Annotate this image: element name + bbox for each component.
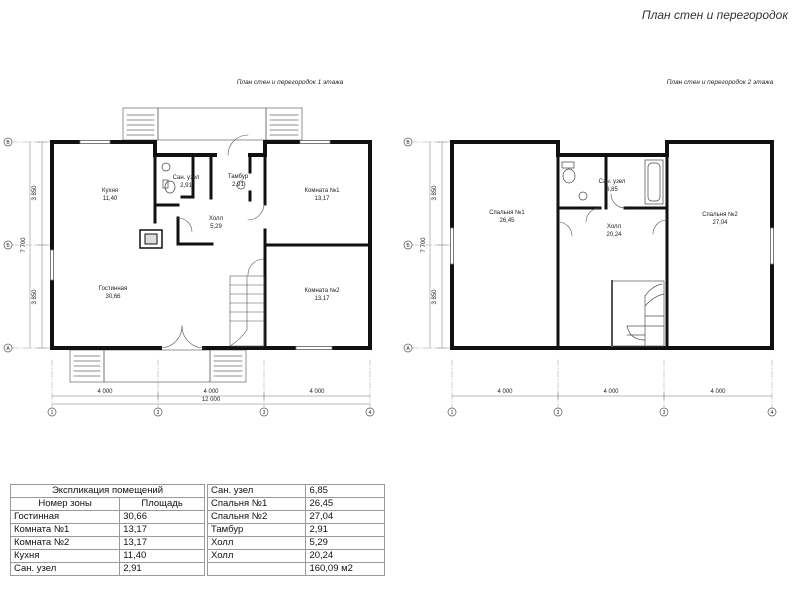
floor2-caption: План стен и перегородок 2 этажа bbox=[666, 79, 774, 86]
table-row bbox=[11, 511, 205, 524]
cell-zone: Холл bbox=[208, 550, 306, 563]
f2-dim-v: 3 850 bbox=[432, 185, 438, 201]
f2-room-area: 26,45 bbox=[499, 218, 515, 224]
cell-area: 30,66 bbox=[120, 511, 205, 524]
f2-dim-h: 4 000 bbox=[497, 389, 513, 395]
cell-zone: Комната №2 bbox=[11, 537, 120, 550]
explication-table bbox=[10, 484, 205, 576]
f2-room-name: Холл bbox=[606, 224, 622, 230]
explication-table-continued bbox=[207, 484, 385, 576]
cell-zone: Комната №1 bbox=[11, 524, 120, 537]
f2-room-name: Сан. узел bbox=[598, 179, 626, 185]
explication-title: Экспликация помещений bbox=[11, 485, 205, 498]
f1-room-name: Гостинная bbox=[98, 286, 128, 292]
cell-zone: Сан. узел bbox=[208, 485, 306, 498]
f2-room-area: 20,24 bbox=[606, 232, 622, 238]
f1-axis-number: 4 bbox=[368, 410, 372, 416]
f1-dim-h: 4 000 bbox=[203, 389, 219, 395]
f1-room-name: Комната №1 bbox=[304, 188, 340, 194]
f1-dim-h: 4 000 bbox=[97, 389, 113, 395]
cell-zone: Холл bbox=[208, 537, 306, 550]
total-area: 160,09 м2 bbox=[306, 563, 385, 576]
f1-room-name: Комната №2 bbox=[304, 288, 340, 294]
cell-area: 2,91 bbox=[120, 563, 205, 576]
cell-area: 5,29 bbox=[306, 537, 385, 550]
f1-room-name: Тамбур bbox=[227, 174, 249, 180]
cell-area: 13,17 bbox=[120, 524, 205, 537]
cell-zone: Кухня bbox=[11, 550, 120, 563]
f2-axis-number: 4 bbox=[770, 410, 774, 416]
f1-axis-letter: А bbox=[6, 346, 10, 352]
table-row bbox=[208, 485, 385, 498]
f1-room-area: 13,17 bbox=[314, 196, 330, 202]
f1-room-name: Сан. узел bbox=[172, 175, 200, 181]
header-area: Площадь bbox=[120, 498, 205, 511]
f2-dim-h: 4 000 bbox=[603, 389, 619, 395]
header-zone: Номер зоны bbox=[11, 498, 120, 511]
f1-dim-total: 12 000 bbox=[201, 397, 221, 403]
f1-room-name: Кухня bbox=[101, 188, 119, 194]
table-row bbox=[208, 550, 385, 563]
table-row bbox=[11, 524, 205, 537]
f1-room-area: 13,17 bbox=[314, 296, 330, 302]
cell-area: 20,24 bbox=[306, 550, 385, 563]
f2-axis-letter: А bbox=[406, 346, 410, 352]
table-row bbox=[208, 537, 385, 550]
f2-room-name: Спальня №1 bbox=[489, 210, 525, 216]
f2-dim-v: 3 850 bbox=[432, 289, 438, 305]
f1-axis-number: 2 bbox=[156, 410, 160, 416]
f1-room-area: 11,40 bbox=[102, 196, 118, 202]
f2-axis-letter: Б bbox=[406, 243, 410, 249]
cell-zone: Спальня №2 bbox=[208, 511, 306, 524]
f1-dim-h: 4 000 bbox=[309, 389, 325, 395]
f1-room-area: 2,91 bbox=[232, 182, 244, 188]
f2-dim-h: 4 000 bbox=[710, 389, 726, 395]
f2-axis-number: 1 bbox=[450, 410, 454, 416]
cell-area: 2,91 bbox=[306, 524, 385, 537]
table-row-total bbox=[208, 563, 385, 576]
cell-area: 11,40 bbox=[120, 550, 205, 563]
floor2-plan bbox=[412, 142, 774, 408]
floor1-caption: План стен и перегородок 1 этажа bbox=[236, 79, 344, 86]
cell-zone: Гостинная bbox=[11, 511, 120, 524]
f2-axis-letter: В bbox=[406, 140, 410, 146]
table-row bbox=[11, 563, 205, 576]
cell-zone: Спальня №1 bbox=[208, 498, 306, 511]
floor1-plan bbox=[12, 108, 370, 408]
f2-room-area: 27,04 bbox=[712, 220, 728, 226]
table-row bbox=[11, 537, 205, 550]
f1-room-area: 30,66 bbox=[105, 294, 121, 300]
cell-area: 26,45 bbox=[306, 498, 385, 511]
f1-dim-v: 3 850 bbox=[32, 185, 38, 201]
f1-room-name: Холл bbox=[208, 216, 224, 222]
f2-dim-v: 7 700 bbox=[421, 237, 427, 253]
f1-axis-letter: Б bbox=[6, 243, 10, 249]
cell-area: 27,04 bbox=[306, 511, 385, 524]
f1-axis-number: 3 bbox=[262, 410, 266, 416]
cell-area: 13,17 bbox=[120, 537, 205, 550]
f2-axis-number: 2 bbox=[556, 410, 560, 416]
table-row bbox=[208, 511, 385, 524]
f2-axis-number: 3 bbox=[662, 410, 666, 416]
f1-axis-number: 1 bbox=[50, 410, 54, 416]
table-row bbox=[11, 550, 205, 563]
f1-axis-letter: В bbox=[6, 140, 10, 146]
table-row bbox=[208, 498, 385, 511]
f1-room-area: 5,29 bbox=[210, 224, 222, 230]
cell-zone: Тамбур bbox=[208, 524, 306, 537]
f1-dim-v: 7 700 bbox=[21, 237, 27, 253]
f2-room-area: 6,85 bbox=[606, 187, 618, 193]
f1-room-area: 2,91 bbox=[180, 183, 192, 189]
cell-zone: Сан. узел bbox=[11, 563, 120, 576]
cell-zone bbox=[208, 563, 306, 576]
f2-room-name: Спальня №2 bbox=[702, 212, 738, 218]
cell-area: 6,85 bbox=[306, 485, 385, 498]
f1-dim-v: 3 850 bbox=[32, 289, 38, 305]
page-title: План стен и перегородок bbox=[641, 8, 788, 22]
table-row bbox=[208, 524, 385, 537]
